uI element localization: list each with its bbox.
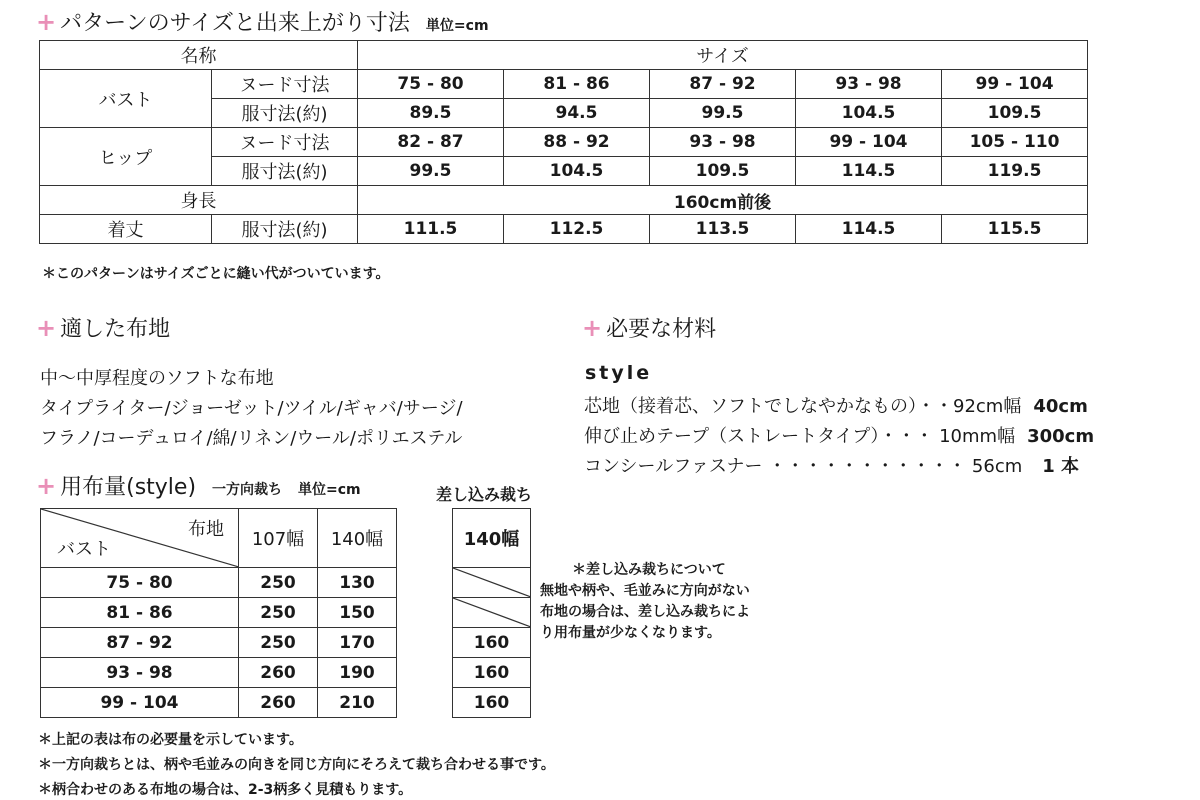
yardage-107-cell: 260 <box>239 688 318 718</box>
material-name: 伸び止めテープ（ストレートタイプ）・・・ 10mm幅 <box>584 426 1016 447</box>
hip-nude-cell: 105 - 110 <box>942 128 1088 157</box>
materials-section-title: 必要な材料 <box>606 317 717 342</box>
nude-measure-label: ヌード寸法 <box>212 70 358 99</box>
yardage-107-cell: 260 <box>239 658 318 688</box>
inset-value-cell: 160 <box>453 688 531 718</box>
material-name: コンシールファスナー ・・・・・・・・・・・ 56cm <box>584 456 1023 477</box>
hip-garment-cell: 99.5 <box>358 157 504 186</box>
garment-measure-label: 服寸法(約) <box>212 215 358 244</box>
fabric-list <box>40 364 463 454</box>
yardage-row <box>41 568 397 598</box>
bust-nude-cell: 99 - 104 <box>942 70 1088 99</box>
fabric-line: 中〜中厚程度のソフトな布地 <box>40 368 274 389</box>
slash-divider <box>453 568 531 597</box>
bust-nude-cell: 93 - 98 <box>796 70 942 99</box>
inset-note-line: り用布量が少なくなります。 <box>540 625 721 641</box>
hip-nude-row <box>40 128 1088 157</box>
inset-row <box>453 568 531 598</box>
yardage-row <box>41 658 397 688</box>
yardage-row <box>41 598 397 628</box>
yardage-140-cell: 190 <box>318 658 397 688</box>
inset-row <box>453 628 531 658</box>
inset-value-cell: 160 <box>453 658 531 688</box>
yardage-140-cell: 210 <box>318 688 397 718</box>
diagonal-header-cell <box>41 509 239 568</box>
material-amount: 300cm <box>1027 426 1095 447</box>
nude-measure-label: ヌード寸法 <box>212 128 358 157</box>
yardage-section-heading <box>36 470 361 501</box>
yardage-140-cell: 170 <box>318 628 397 658</box>
size-unit-label: 単位=cm <box>425 18 489 34</box>
bust-garment-cell: 109.5 <box>942 99 1088 128</box>
garment-measure-label: 服寸法(約) <box>212 99 358 128</box>
plus-icon: + <box>36 8 57 36</box>
hip-garment-cell: 119.5 <box>942 157 1088 186</box>
bust-label: バスト <box>40 70 212 128</box>
material-name: 芯地（接着芯、ソフトでしなやかなもの）・・92cm幅 <box>584 396 1022 417</box>
height-label: 身長 <box>40 186 358 215</box>
yardage-107-cell: 250 <box>239 598 318 628</box>
fabric-section-heading <box>36 312 170 343</box>
inset-row <box>453 688 531 718</box>
inset-value-cell: 160 <box>453 628 531 658</box>
fabric-line: タイプライター/ジョーゼット/ツイル/ギャバ/サージ/ <box>40 398 463 419</box>
cut-direction-label: 一方向裁ち <box>212 482 283 498</box>
bust-nude-cell: 81 - 86 <box>504 70 650 99</box>
bust-garment-cell: 94.5 <box>504 99 650 128</box>
length-cell: 111.5 <box>358 215 504 244</box>
yardage-header-row <box>41 509 397 568</box>
material-item <box>584 422 1184 452</box>
yardage-bust-cell: 81 - 86 <box>41 598 239 628</box>
inset-row <box>453 658 531 688</box>
length-cell: 114.5 <box>796 215 942 244</box>
yardage-unit-label: 単位=cm <box>298 482 361 498</box>
length-cell: 112.5 <box>504 215 650 244</box>
bust-nude-cell: 75 - 80 <box>358 70 504 99</box>
fabric-axis-label: 布地 <box>188 519 224 540</box>
hip-nude-cell: 88 - 92 <box>504 128 650 157</box>
yardage-140-cell: 130 <box>318 568 397 598</box>
inset-row <box>453 598 531 628</box>
inset-note-line: 布地の場合は、差し込み裁ちによ <box>540 604 750 620</box>
bust-garment-cell: 99.5 <box>650 99 796 128</box>
yardage-bust-cell: 87 - 92 <box>41 628 239 658</box>
length-row <box>40 215 1088 244</box>
name-header: 名称 <box>40 41 358 70</box>
yardage-table <box>40 508 397 718</box>
yardage-section-title: 用布量(style) <box>60 475 197 500</box>
fabric-line: フラノ/コーデュロイ/綿/リネン/ウール/ポリエステル <box>40 428 463 449</box>
plus-icon: + <box>36 314 57 342</box>
size-section-title: パターンのサイズと出来上がり寸法 <box>60 11 410 36</box>
yardage-row <box>41 688 397 718</box>
yardage-note: ＊一方向裁ちとは、柄や毛並みの向きを同じ方向にそろえて裁ち合わせる事です。 <box>38 757 555 773</box>
yardage-row <box>41 628 397 658</box>
length-cell: 115.5 <box>942 215 1088 244</box>
material-item <box>584 392 1184 422</box>
bust-axis-label: バスト <box>57 539 111 560</box>
inset-empty-cell <box>453 568 531 598</box>
hip-nude-cell: 93 - 98 <box>650 128 796 157</box>
inset-note-line: 無地や柄や、毛並みに方向がない <box>540 583 750 599</box>
inset-section-title: 差し込み裁ち <box>436 485 533 504</box>
fabric-section-title: 適した布地 <box>60 317 171 342</box>
hip-nude-cell: 82 - 87 <box>358 128 504 157</box>
length-cell: 113.5 <box>650 215 796 244</box>
size-section-heading <box>36 6 489 37</box>
yardage-bust-cell: 99 - 104 <box>41 688 239 718</box>
size-header-row <box>40 41 1088 70</box>
hip-garment-cell: 104.5 <box>504 157 650 186</box>
bust-garment-cell: 104.5 <box>796 99 942 128</box>
materials-list <box>584 392 1184 482</box>
inset-note <box>540 560 750 644</box>
bust-garment-cell: 89.5 <box>358 99 504 128</box>
size-table <box>39 40 1088 244</box>
inset-header-row <box>453 509 531 568</box>
material-amount: 40cm <box>1033 396 1088 417</box>
inset-note-line: ＊差し込み裁ちについて <box>572 562 726 578</box>
slash-divider <box>453 598 531 627</box>
yardage-bust-cell: 93 - 98 <box>41 658 239 688</box>
hip-nude-cell: 99 - 104 <box>796 128 942 157</box>
height-row <box>40 186 1088 215</box>
width-107-header: 107幅 <box>239 509 318 568</box>
length-label: 着丈 <box>40 215 212 244</box>
size-header: サイズ <box>358 41 1088 70</box>
hip-garment-cell: 114.5 <box>796 157 942 186</box>
yardage-107-cell: 250 <box>239 628 318 658</box>
hip-label: ヒップ <box>40 128 212 186</box>
yardage-note: ＊柄合わせのある布地の場合は、2-3柄多く見積もります。 <box>38 782 413 798</box>
inset-empty-cell <box>453 598 531 628</box>
plus-icon: + <box>582 314 603 342</box>
style-label: style <box>585 362 653 384</box>
yardage-note: ＊上記の表は布の必要量を示しています。 <box>38 732 303 748</box>
bust-nude-cell: 87 - 92 <box>650 70 796 99</box>
seam-allowance-note: ＊このパターンはサイズごとに縫い代がついています。 <box>42 266 390 282</box>
yardage-140-cell: 150 <box>318 598 397 628</box>
width-140-header: 140幅 <box>318 509 397 568</box>
yardage-bust-cell: 75 - 80 <box>41 568 239 598</box>
yardage-107-cell: 250 <box>239 568 318 598</box>
inset-table <box>452 508 531 718</box>
material-amount: 1 本 <box>1042 456 1080 477</box>
bust-nude-row <box>40 70 1088 99</box>
height-value: 160cm前後 <box>358 186 1088 215</box>
plus-icon: + <box>36 472 57 500</box>
hip-garment-cell: 109.5 <box>650 157 796 186</box>
inset-width-header: 140幅 <box>453 509 531 568</box>
material-item <box>584 452 1184 482</box>
materials-section-heading <box>582 312 716 343</box>
garment-measure-label: 服寸法(約) <box>212 157 358 186</box>
